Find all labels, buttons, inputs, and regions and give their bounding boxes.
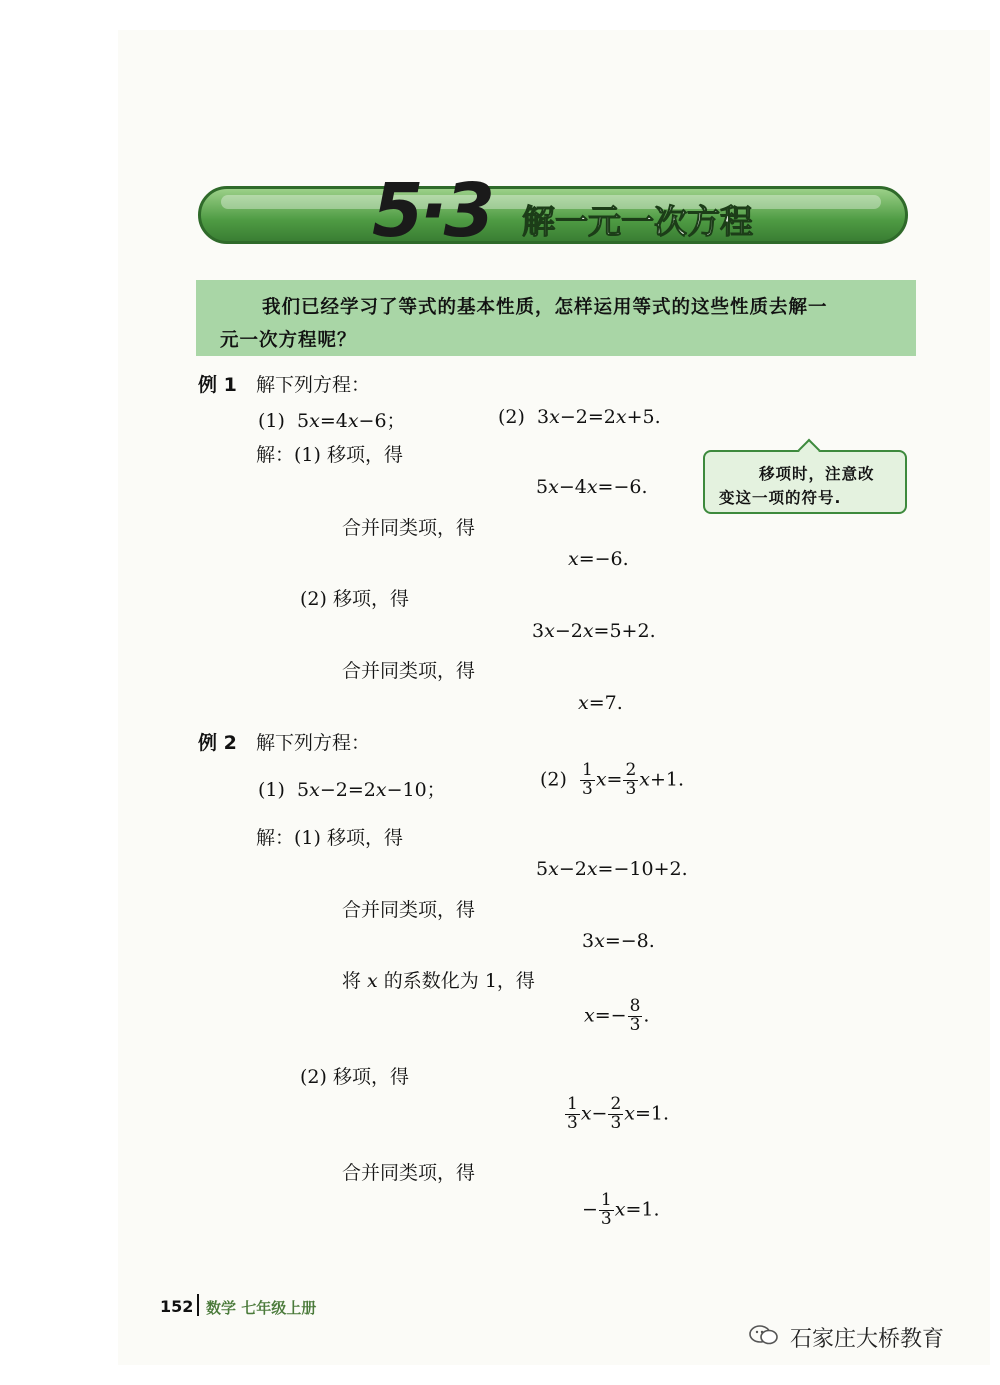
example-1-step-4: x=7.: [578, 692, 623, 714]
note-line-2: 变这一项的符号.: [719, 489, 842, 507]
book-title: 数学 七年级上册: [206, 1299, 317, 1317]
footer-divider: [197, 1294, 199, 1316]
note-line-1: 移项时，注意改: [759, 465, 875, 483]
watermark-text: 石家庄大桥教育: [790, 1327, 945, 1352]
intro-line-1: 我们已经学习了等式的基本性质，怎样运用等式的这些性质去解一: [262, 297, 828, 318]
example-1-combine-1: 合并同类项，得: [342, 517, 476, 539]
wechat-icon: [748, 1324, 780, 1346]
example-1-step-2: x=−6.: [568, 548, 629, 570]
example-1-part-2: (2) 移项，得: [300, 588, 409, 610]
example-2-problem-1: (1) 5x−2=2x−10；: [258, 779, 446, 801]
intro-line-2: 元一次方程呢？: [220, 330, 357, 351]
example-1-prompt: 解下列方程：: [256, 374, 371, 396]
example-1-combine-2: 合并同类项，得: [342, 660, 476, 682]
example-2-step-3: x=− $\frac{8}{3}$ .: [584, 996, 650, 1035]
example-2-step-1: 5x−2x=−10+2.: [536, 858, 688, 880]
example-2-problem-2: (2) $\frac{1}{3}$ x= $\frac{2}{3}$ x+1.: [540, 760, 685, 799]
margin-note: [703, 450, 907, 514]
example-2-prompt: 解下列方程：: [256, 732, 371, 754]
section-number: 5·3: [372, 168, 492, 254]
example-2-combine-1: 合并同类项，得: [342, 899, 476, 921]
example-1-problem-1: (1) 5x=4x−6；: [258, 410, 406, 432]
example-2-step-5: − $\frac{1}{3}$ x=1.: [582, 1190, 660, 1229]
page-number: 152: [160, 1297, 194, 1316]
example-2-label: 例 2: [198, 732, 237, 754]
example-2-combine-2: 合并同类项，得: [342, 1162, 476, 1184]
example-2-step-4: $\frac{1}{3}$ x− $\frac{2}{3}$ x=1.: [567, 1094, 670, 1133]
example-1-step-1: 5x−4x=−6.: [536, 476, 648, 498]
section-title: 解一元一次方程: [522, 202, 753, 241]
example-1-label: 例 1: [198, 374, 237, 396]
example-1-step-3: 3x−2x=5+2.: [532, 620, 656, 642]
example-2-part-2: (2) 移项，得: [300, 1066, 409, 1088]
example-2-step-2: 3x=−8.: [582, 930, 655, 952]
example-1-problem-2: (2) 3x−2=2x+5.: [498, 406, 661, 428]
example-2-coef: 将 x 的系数化为 1，得: [342, 970, 535, 992]
example-1-solution-start: 解：(1) 移项，得: [256, 444, 403, 466]
example-2-solution-start: 解：(1) 移项，得: [256, 827, 403, 849]
